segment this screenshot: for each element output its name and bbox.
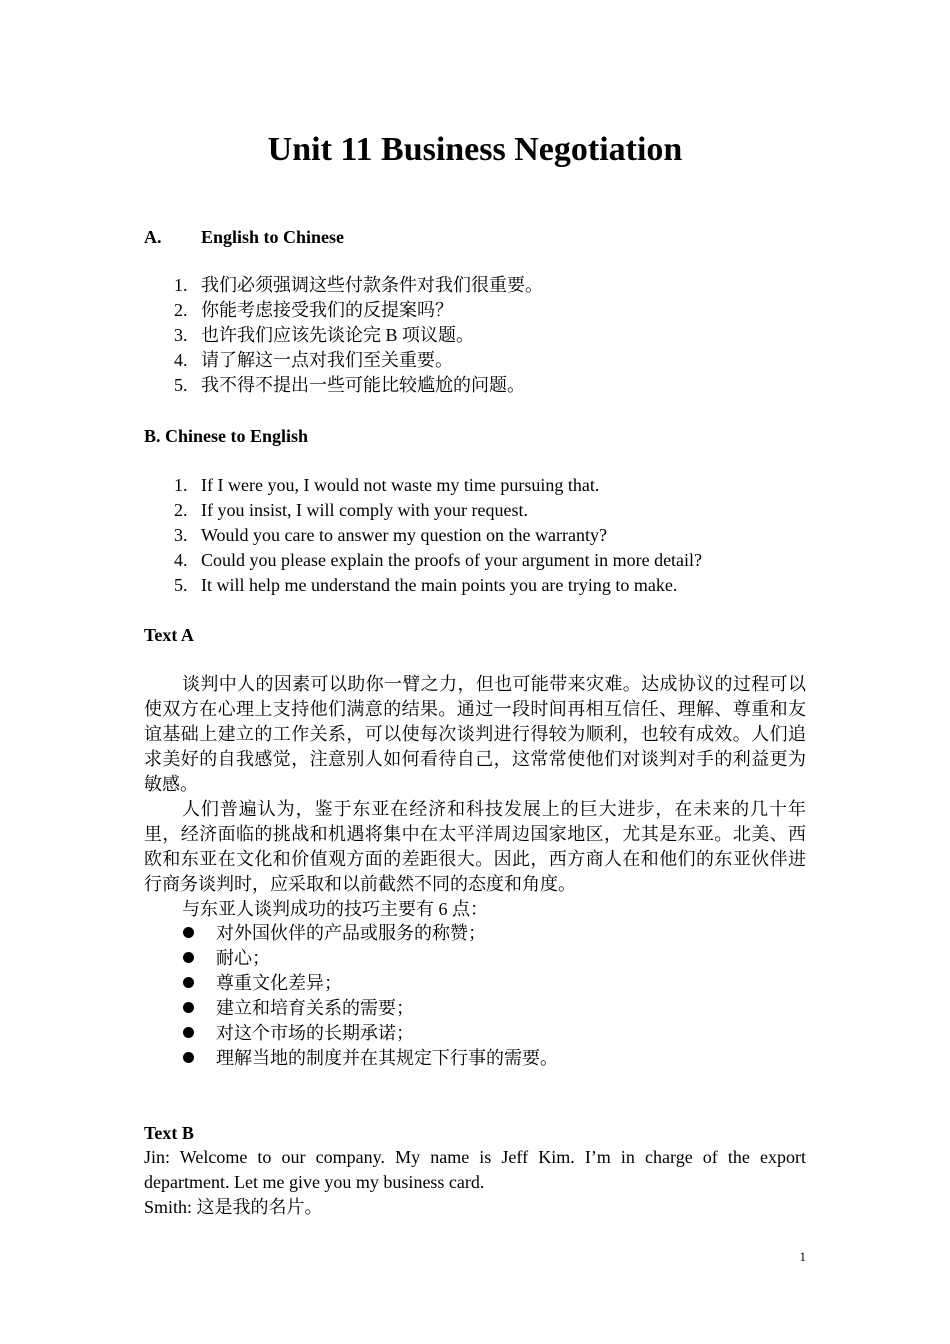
section-a-list: [144, 273, 806, 398]
section-a-heading: [144, 225, 344, 249]
item-number: 3.: [174, 525, 188, 545]
bullet-item: [144, 1046, 806, 1071]
bullet-text: 尊重文化差异；: [216, 973, 342, 993]
item-number: 5.: [174, 575, 188, 595]
bullet-text: 对外国伙伴的产品或服务的称赞；: [216, 923, 486, 943]
bullet-item: [144, 946, 806, 971]
item-number: 1.: [174, 275, 188, 295]
list-item: [144, 573, 806, 598]
list-item: [144, 273, 806, 298]
list-item: [144, 323, 806, 348]
bullet-text: 对这个市场的长期承诺；: [216, 1023, 414, 1043]
item-number: 5.: [174, 375, 188, 395]
text-a-paragraph-1: 谈判中人的因素可以助你一臂之力，但也可能带来灾难。达成协议的过程可以使双方在心理上支持他们满意的结果。通过一段时间再相互信任、理解、尊重和友谊基础上建立的工作关系，可以使每次谈判进行得较为顺利，也较有成效。人们追求美好的自我感觉，注意别人如何看待自己，这常常使他们对谈判对手的利益更为敏感。: [144, 674, 806, 794]
bullet-text: 建立和培育关系的需要；: [216, 998, 414, 1018]
list-item: [144, 348, 806, 373]
bullet-item: [144, 971, 806, 996]
item-number: 1.: [174, 475, 188, 495]
list-item: [144, 498, 806, 523]
item-text: It will help me understand the main points you are trying to make.: [201, 575, 678, 595]
text-a-paragraph-3: 与东亚人谈判成功的技巧主要有 6 点：: [182, 899, 488, 919]
list-item: [144, 298, 806, 323]
item-text: 请了解这一点对我们至关重要。: [201, 350, 453, 370]
bullet-dot-icon: [183, 977, 194, 988]
dialog-line-smith: Smith: 这是我的名片。: [144, 1197, 323, 1217]
item-text: Would you care to answer my question on the warranty?: [201, 525, 607, 545]
item-text: 我们必须强调这些付款条件对我们很重要。: [201, 275, 543, 295]
text-b-heading: Text B: [144, 1123, 194, 1143]
bullet-text: 理解当地的制度并在其规定下行事的需要。: [216, 1048, 558, 1068]
item-number: 2.: [174, 500, 188, 520]
item-number: 4.: [174, 550, 188, 570]
text-a-bullet-list: [144, 921, 806, 1071]
bullet-dot-icon: [183, 927, 194, 938]
item-number: 3.: [174, 325, 188, 345]
list-item: [144, 473, 806, 498]
section-a-marker: A.: [144, 227, 162, 247]
item-text: 也许我们应该先谈论完 B 项议题。: [201, 325, 475, 345]
text-a-paragraph-2: 人们普遍认为，鉴于东亚在经济和科技发展上的巨大进步，在未来的几十年里，经济面临的挑战和机遇将集中在太平洋周边国家地区，尤其是东亚。北美、西欧和东亚在文化和价值观方面的差距很大。因此，西方商人在和他们的东亚伙伴进行商务谈判时，应采取和以前截然不同的态度和角度。: [144, 799, 806, 894]
bullet-item: [144, 1021, 806, 1046]
bullet-item: [144, 921, 806, 946]
item-text: 你能考虑接受我们的反提案吗？: [201, 300, 453, 320]
item-number: 4.: [174, 350, 188, 370]
bullet-dot-icon: [183, 952, 194, 963]
bullet-item: [144, 996, 806, 1021]
item-text: 我不得不提出一些可能比较尴尬的问题。: [201, 375, 525, 395]
bullet-dot-icon: [183, 1052, 194, 1063]
item-text: Could you please explain the proofs of your argument in more detail?: [201, 550, 703, 570]
list-item: [144, 373, 806, 398]
section-b-list: [144, 473, 806, 598]
bullet-text: 耐心；: [216, 948, 270, 968]
item-text: If I were you, I would not waste my time pursuing that.: [201, 475, 600, 495]
text-a-heading: Text A: [144, 625, 194, 645]
bullet-dot-icon: [183, 1002, 194, 1013]
section-b-heading: B. Chinese to English: [144, 426, 309, 446]
list-item: [144, 523, 806, 548]
page-number: 1: [799, 1249, 806, 1264]
list-item: [144, 548, 806, 573]
dialog-line-jin: Jin: Welcome to our company. My name is Jeff Kim. I’m in charge of the export department. Let me give you my business card.: [144, 1147, 806, 1192]
page-title: Unit 11 Business Negotiation: [267, 131, 683, 168]
item-number: 2.: [174, 300, 188, 320]
item-text: If you insist, I will comply with your request.: [201, 500, 528, 520]
section-a-title: English to Chinese: [201, 227, 345, 247]
bullet-dot-icon: [183, 1027, 194, 1038]
